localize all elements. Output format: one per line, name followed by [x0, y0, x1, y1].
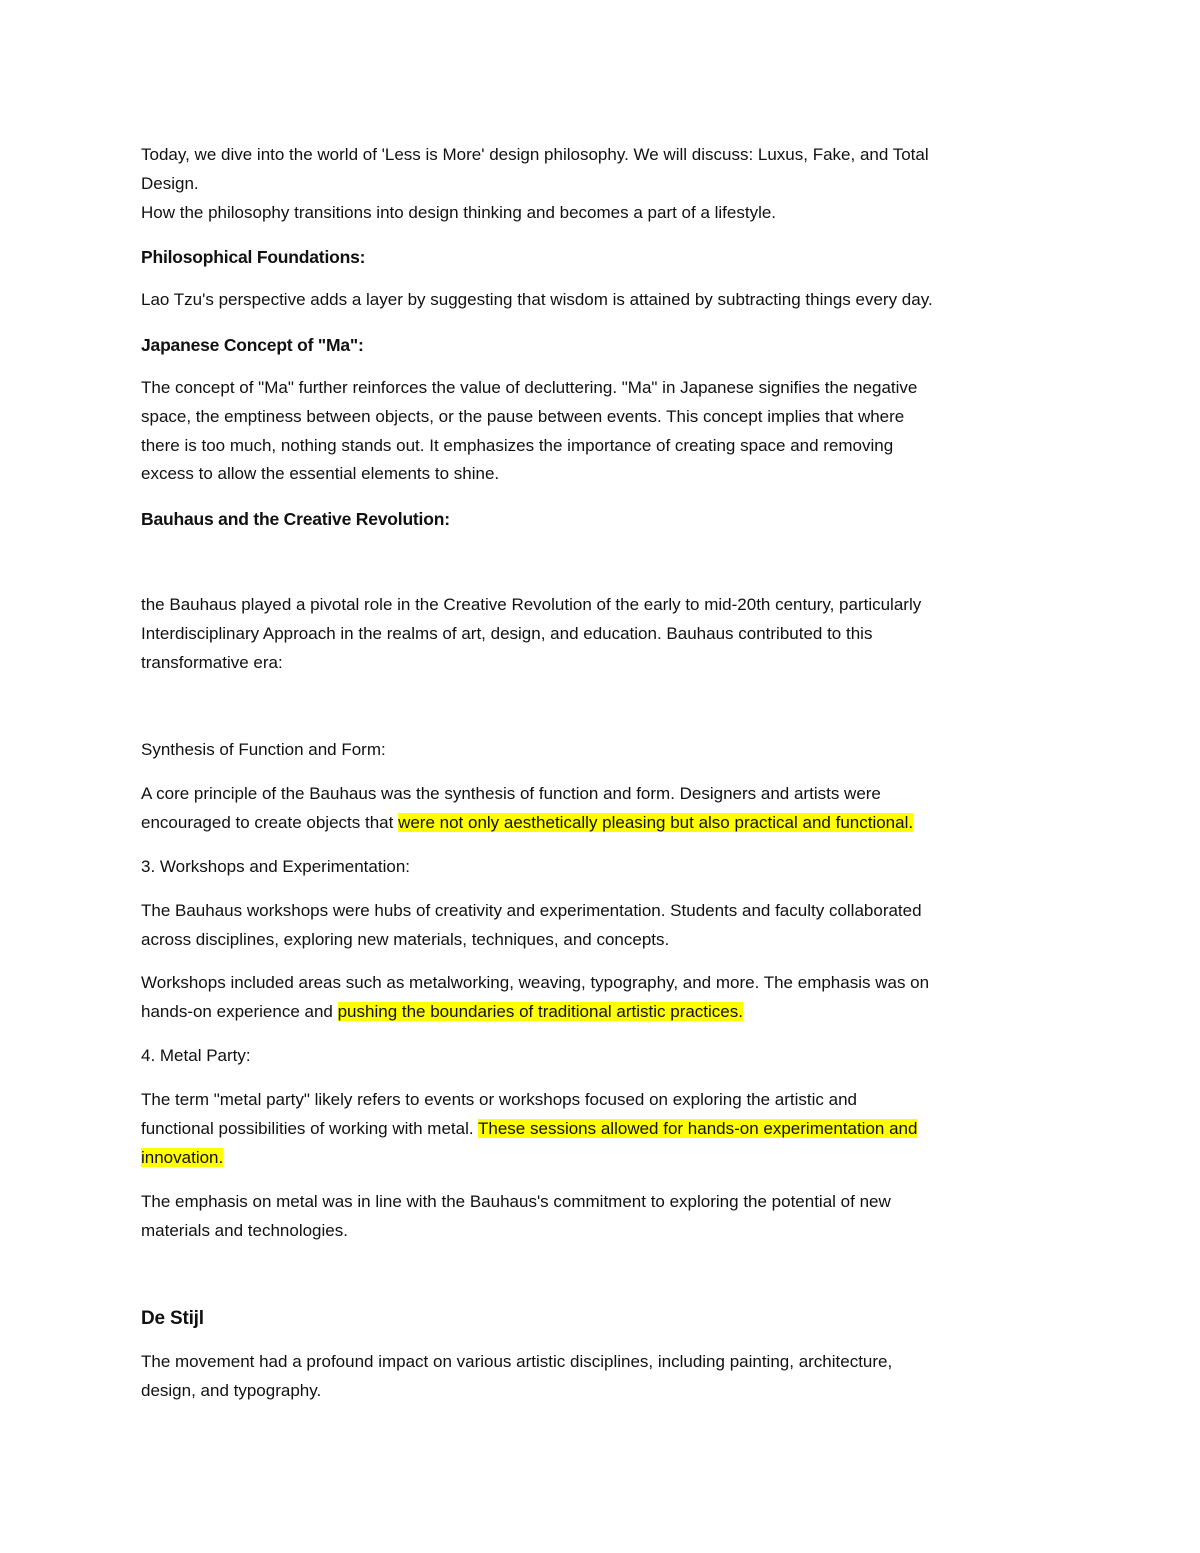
- workshops-subheading: [141, 853, 410, 882]
- text-line: The Bauhaus workshops were hubs of creativity and experimentation. Students and faculty collaborated: [141, 901, 922, 920]
- text-line: space, the emptiness between objects, or the pause between events. This concept implies that where: [141, 406, 905, 426]
- highlighted-text: were not only aesthetically pleasing but also practical and functional.: [398, 812, 914, 832]
- philosophical-paragraph: [141, 286, 933, 315]
- text-line: The emphasis on metal was in line with the Bauhaus's commitment to exploring the potential of new: [141, 1192, 891, 1211]
- ma-paragraph: [141, 374, 917, 489]
- metal-party-paragraph: [141, 1086, 917, 1172]
- text-segment: functional possibilities of working with metal.: [141, 1118, 479, 1138]
- text-line: across disciplines, exploring new materials, techniques, and concepts.: [141, 929, 670, 949]
- text-segment: encouraged to create objects that: [141, 812, 399, 832]
- text-line: A core principle of the Bauhaus was the synthesis of function and form. Designers and artists were: [141, 784, 881, 803]
- text-line: Workshops included areas such as metalworking, weaving, typography, and more. The emphasis was on: [141, 973, 930, 992]
- text-line: [141, 998, 929, 1027]
- text-line: 3. Workshops and Experimentation:: [141, 857, 410, 876]
- text-line: transformative era:: [141, 652, 283, 672]
- section-heading-ma: Japanese Concept of "Ma":: [141, 335, 364, 355]
- text-line: design, and typography.: [141, 1380, 322, 1400]
- text-line: Lao Tzu's perspective adds a layer by suggesting that wisdom is attained by subtracting things every day.: [141, 290, 933, 309]
- text-line: Design.: [141, 173, 199, 193]
- text-line: Today, we dive into the world of 'Less is More' design philosophy. We will discuss: Luxus, Fake, and Total: [141, 145, 929, 164]
- highlighted-text: These sessions allowed for hands-on experimentation and: [478, 1118, 918, 1138]
- workshops-included-paragraph: [141, 969, 929, 1027]
- text-line: the Bauhaus played a pivotal role in the Creative Revolution of the early to mid-20th century, particularly: [141, 595, 922, 614]
- text-line: [141, 809, 913, 838]
- text-line: materials and technologies.: [141, 1220, 348, 1240]
- text-line: [141, 1144, 917, 1173]
- de-stijl-paragraph: [141, 1348, 892, 1406]
- section-heading-de-stijl: De Stijl: [141, 1308, 204, 1329]
- section-heading-philosophical: Philosophical Foundations:: [141, 247, 366, 267]
- synthesis-paragraph: [141, 780, 913, 838]
- workshops-paragraph: [141, 897, 922, 955]
- text-line: Interdisciplinary Approach in the realms of art, design, and education. Bauhaus contributed to this: [141, 623, 873, 643]
- text-line: The term "metal party" likely refers to events or workshops focused on exploring the artistic and: [141, 1090, 858, 1109]
- text-line: excess to allow the essential elements to shine.: [141, 464, 500, 484]
- text-line: The concept of "Ma" further reinforces the value of decluttering. "Ma" in Japanese signifies the negative: [141, 378, 918, 397]
- bauhaus-paragraph: [141, 591, 921, 677]
- text-line: Synthesis of Function and Form:: [141, 740, 386, 759]
- text-line: [141, 1115, 917, 1144]
- metal-emphasis-paragraph: [141, 1188, 891, 1246]
- section-heading-bauhaus: Bauhaus and the Creative Revolution:: [141, 509, 450, 529]
- text-line: How the philosophy transitions into design thinking and becomes a part of a lifestyle.: [141, 202, 777, 222]
- highlighted-text: innovation.: [141, 1147, 224, 1167]
- text-segment: hands-on experience and: [141, 1001, 338, 1021]
- text-line: there is too much, nothing stands out. It emphasizes the importance of creating space and removing: [141, 435, 894, 455]
- intro-paragraph: [141, 141, 929, 227]
- text-line: The movement had a profound impact on various artistic disciplines, including painting, architecture,: [141, 1352, 893, 1371]
- text-line: 4. Metal Party:: [141, 1046, 251, 1065]
- metal-party-subheading: [141, 1042, 251, 1071]
- highlighted-text: pushing the boundaries of traditional artistic practices.: [337, 1001, 743, 1021]
- synthesis-subheading: [141, 736, 386, 765]
